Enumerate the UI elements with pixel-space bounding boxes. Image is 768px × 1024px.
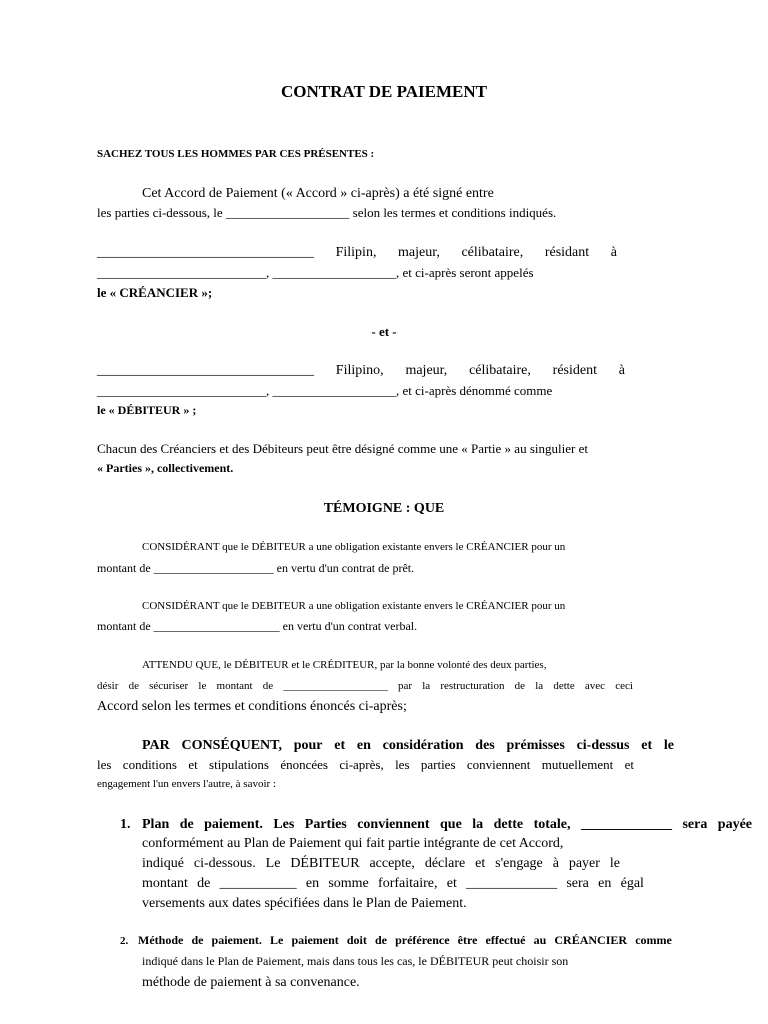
document-title: CONTRAT DE PAIEMENT — [281, 82, 487, 101]
consequently-word: prémisses — [506, 738, 565, 753]
attendu-word: la — [422, 680, 431, 692]
clause-1-word: s'engage — [495, 856, 543, 871]
witness-heading: TÉMOIGNE : QUE — [323, 501, 445, 516]
clause-2-word: Le — [269, 933, 284, 947]
clause-2-word: préférence — [395, 933, 450, 947]
clause-2-number: 2. — [120, 935, 129, 947]
attendu-line-2 — [97, 680, 633, 693]
clause-1-word: et — [446, 876, 457, 891]
attendu-amount-blank: ___________________ — [283, 680, 388, 692]
consequently-word: conviennent — [466, 757, 531, 772]
creditor-name-blank: _______________________________ — [97, 245, 314, 260]
clause-1-word: somme — [328, 876, 369, 891]
clause-2-word: CRÉANCIER — [554, 933, 628, 947]
attendu-word: montant — [216, 680, 253, 692]
whereas-2-line-1: CONSIDÉRANT que le DEBITEUR a une obligation existante envers le CRÉANCIER pour un — [142, 600, 566, 612]
consequently-line-1 — [142, 738, 674, 754]
clause-1-word: Le — [265, 856, 281, 871]
clause-2-line-1 — [138, 934, 672, 948]
debtor-word: Filipino, — [335, 363, 384, 378]
attendu-word: de — [262, 680, 274, 692]
consequently-word: et — [624, 757, 634, 772]
clause-1-word: indiqué — [142, 856, 184, 871]
clause-1-word: égal — [620, 876, 644, 891]
debtor-line-1 — [97, 363, 625, 379]
attendu-word: de — [128, 680, 139, 692]
clause-1-line-5: versements aux dates spécifiées dans le Plan de Paiement. — [142, 896, 467, 911]
consequently-word: ci-après, — [339, 757, 384, 772]
clause-1-word: de — [179, 817, 194, 832]
consequently-word: mutuellement — [541, 757, 614, 772]
whereas-2-line-2: montant de _____________________ en vertu d'un contrat verbal. — [97, 619, 418, 633]
consequently-word: parties — [420, 757, 456, 772]
consequently-word: et — [334, 738, 346, 753]
creditor-word: Filipin, — [335, 245, 377, 260]
clause-1-word: déclare — [424, 856, 466, 871]
creditor-line-2: __________________________, ___________________, et ci-après seront appelés — [97, 265, 534, 280]
attendu-word: avec — [584, 680, 606, 692]
clause-1-word: Plan — [142, 817, 170, 832]
clause-1-total-blank: _____________ — [580, 817, 672, 832]
clause-1-line-1 — [142, 817, 752, 833]
clause-1-word: le — [609, 856, 620, 871]
clause-1-word: de — [197, 876, 211, 891]
clause-1-word: DÉBITEUR — [290, 856, 360, 871]
clause-2-line-3: méthode de paiement à sa convenance. — [142, 975, 360, 990]
clause-1-word: paiement. — [204, 817, 263, 832]
whereas-1-line-2: montant de ____________________ en vertu d'un contrat de prêt. — [97, 561, 415, 575]
debtor-designation: le « DÉBITEUR » ; — [97, 403, 197, 417]
clause-1-word: forfaitaire, — [378, 876, 438, 891]
clause-2-line-2: indiqué dans le Plan de Paiement, mais dans tous les cas, le DÉBITEUR peut choisir son — [142, 954, 569, 968]
clause-2-word: au — [533, 933, 547, 947]
clause-1-word: en — [598, 876, 612, 891]
clause-1-line-2: conformément au Plan de Paiement qui fait partie intégrante de cet Accord, — [142, 836, 564, 851]
consequently-word: les — [395, 757, 410, 772]
debtor-word: majeur, — [405, 363, 448, 378]
clause-1-lump-sum-blank: ___________ — [219, 876, 297, 891]
clause-1-word: montant — [142, 876, 188, 891]
clause-2-word: Méthode — [138, 933, 184, 947]
clause-1-word: ci-dessous. — [193, 856, 256, 871]
clause-2-word: être — [457, 933, 478, 947]
attendu-word: de — [514, 680, 526, 692]
consequently-word: stipulations — [209, 757, 269, 772]
creditor-line-1 — [97, 245, 617, 261]
creditor-word: majeur, — [398, 245, 440, 260]
attendu-word: désir — [97, 680, 119, 692]
clause-1-word: et — [475, 856, 486, 871]
attendu-word: restructuration — [440, 680, 505, 692]
separator: - et - — [371, 324, 397, 339]
debtor-line-2: __________________________, ___________________, et ci-après dénommé comme — [97, 383, 553, 398]
clause-1-word: sera — [566, 876, 589, 891]
clause-1-word: conviennent — [357, 817, 430, 832]
clause-2-word: paiement — [291, 933, 339, 947]
whereas-1-line-1: CONSIDÉRANT que le DÉBITEUR a une obligation existante envers le CRÉANCIER pour un — [142, 541, 566, 553]
clause-1-word: payée — [717, 817, 752, 832]
attendu-word: la — [535, 680, 544, 692]
attendu-word: ceci — [615, 680, 633, 692]
consequently-line-2 — [97, 758, 634, 773]
clause-1-word: Parties — [304, 817, 347, 832]
consequently-word: conditions — [122, 757, 177, 772]
consequently-line-3: engagement l'un envers l'autre, à savoir : — [97, 778, 276, 790]
clause-1-word: en — [305, 876, 320, 891]
debtor-word: à — [618, 363, 625, 378]
clause-1-line-3 — [142, 856, 620, 872]
clause-1-word: totale, — [533, 817, 571, 832]
creditor-word: résidant — [544, 245, 590, 260]
debtor-name-blank: _______________________________ — [97, 363, 314, 378]
clause-2-word: doit — [346, 933, 367, 947]
clause-1-number: 1. — [120, 817, 131, 832]
consequently-word: PAR — [142, 738, 170, 753]
intro-line-2: les parties ci-dessous, le ___________________ selon les termes et conditions indiqués. — [97, 205, 557, 220]
attendu-word: le — [198, 680, 207, 692]
consequently-word: ci-dessus — [576, 738, 630, 753]
clause-1-word: dette — [493, 817, 524, 832]
clause-2-word: de — [191, 933, 204, 947]
consequently-word: CONSÉQUENT, — [181, 738, 282, 753]
creditor-word: à — [610, 245, 617, 260]
clause-1-word: sera — [682, 817, 708, 832]
consequently-word: et — [641, 738, 653, 753]
clause-2-word: comme — [635, 933, 672, 947]
salutation: SACHEZ TOUS LES HOMMES PAR CES PRÉSENTES : — [97, 148, 375, 160]
clause-1-word: payer — [568, 856, 600, 871]
debtor-word: célibataire, — [469, 363, 531, 378]
consequently-word: des — [475, 738, 495, 753]
clause-2-word: de — [375, 933, 387, 947]
clause-1-word: accepte, — [369, 856, 415, 871]
clause-1-word: Les — [273, 817, 295, 832]
clause-2-word: effectué — [485, 933, 526, 947]
attendu-line-1: ATTENDU QUE, le DÉBITEUR et le CRÉDITEUR, par la bonne volonté des deux parties, — [142, 659, 547, 671]
consequently-word: les — [97, 757, 112, 772]
creditor-designation: le « CRÉANCIER »; — [97, 285, 213, 300]
clause-1-word: la — [472, 817, 484, 832]
consequently-word: en — [356, 738, 371, 753]
consequently-word: le — [663, 738, 674, 753]
consequently-word: pour — [293, 738, 323, 753]
attendu-line-3: Accord selon les termes et conditions énoncés ci-après; — [97, 699, 407, 714]
clause-1-word: à — [552, 856, 559, 871]
consequently-word: considération — [382, 738, 464, 753]
clause-2-word: paiement. — [211, 933, 262, 947]
clause-1-installment-blank: _____________ — [466, 876, 558, 891]
attendu-word: par — [397, 680, 413, 692]
clause-1-line-4 — [142, 876, 644, 892]
intro-line-1: Cet Accord de Paiement (« Accord » ci-après) a été signé entre — [142, 186, 494, 201]
attendu-word: sécuriser — [149, 680, 189, 692]
parties-line-2: « Parties », collectivement. — [97, 461, 234, 475]
consequently-word: et — [188, 757, 198, 772]
attendu-word: dette — [553, 680, 575, 692]
debtor-word: résident — [552, 363, 597, 378]
parties-line-1: Chacun des Créanciers et des Débiteurs peut être désigné comme une « Partie » au singulier et — [97, 441, 588, 456]
clause-1-word: que — [440, 817, 462, 832]
creditor-word: célibataire, — [461, 245, 524, 260]
consequently-word: énoncées — [280, 757, 328, 772]
